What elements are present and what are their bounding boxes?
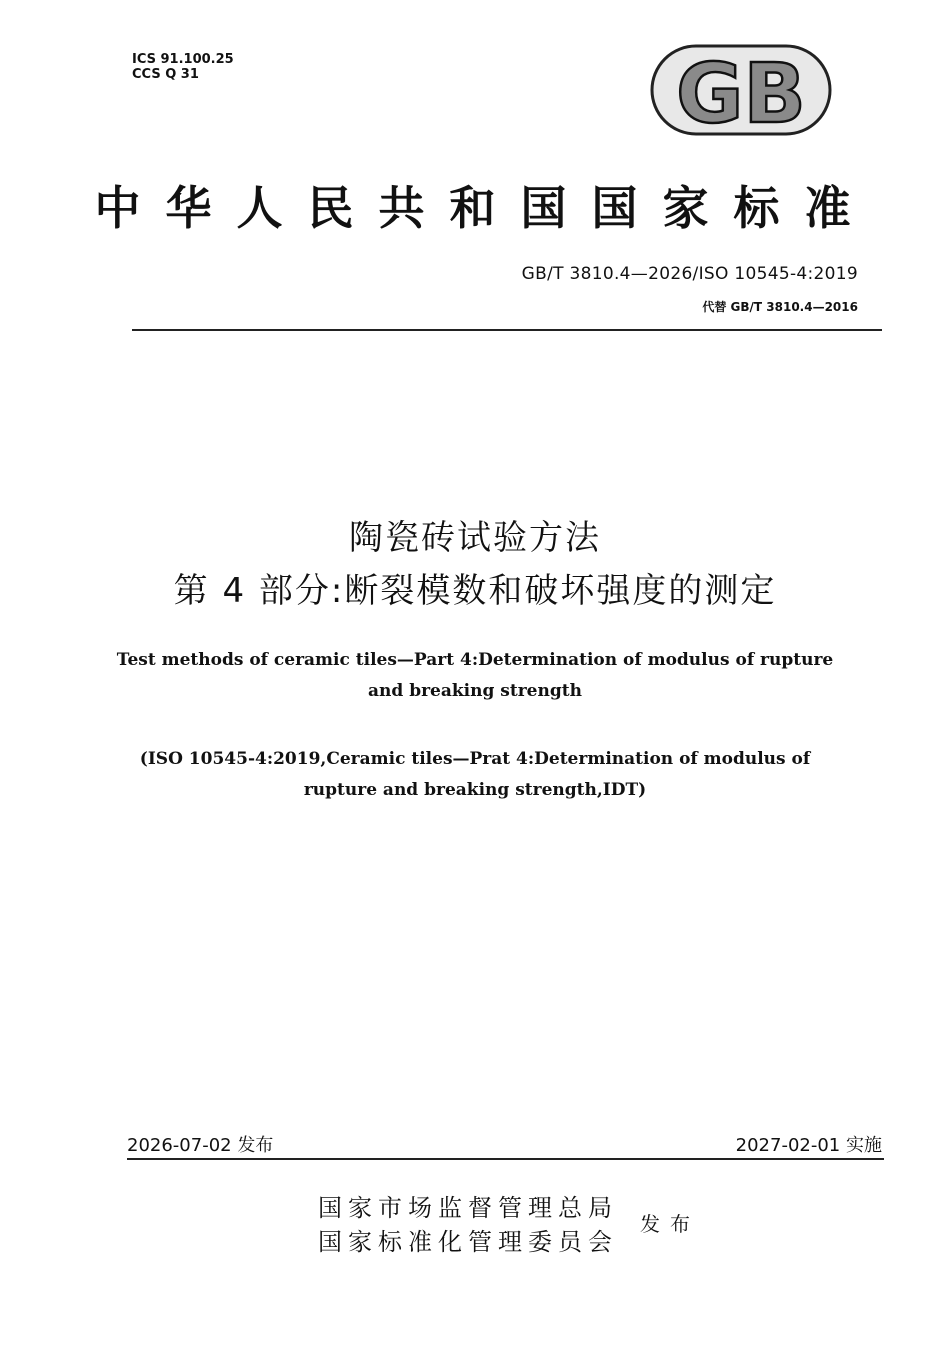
- iso-reference-line1: (ISO 10545-4:2019,Ceramic tiles—Prat 4:Determination of modulus of: [139, 749, 811, 769]
- english-title-line2: and breaking strength: [368, 681, 582, 701]
- chinese-title-line2: 第 4 部分:断裂模数和破坏强度的测定: [173, 571, 777, 611]
- replaces-note: 代替 GB/T 3810.4—2016: [702, 300, 858, 314]
- english-title-line1: Test methods of ceramic tiles—Part 4:Determination of modulus of rupture: [116, 650, 834, 670]
- footer-divider: [127, 1158, 884, 1160]
- standard-number: GB/T 3810.4—2026/ISO 10545-4:2019: [521, 264, 858, 284]
- chinese-title-line1: 陶瓷砖试验方法: [349, 518, 601, 558]
- issuer-sac: 国家标准化管理委员会: [318, 1228, 618, 1256]
- issuer-samr: 国家市场监督管理总局: [318, 1194, 618, 1222]
- ics-code: ICS 91.100.25: [132, 52, 234, 67]
- issue-date: 2026-07-02 发布: [127, 1135, 274, 1156]
- classification-codes: [132, 52, 234, 82]
- header-divider: [132, 329, 882, 331]
- iso-reference-line2: rupture and breaking strength,IDT): [303, 780, 647, 800]
- publish-label: 发布: [640, 1212, 700, 1236]
- gb-logo-icon: [650, 44, 832, 136]
- svg-text:GB: GB: [676, 47, 806, 136]
- national-standard-title: 中华人民共和国国家标准: [94, 181, 876, 235]
- implementation-date: 2027-02-01 实施: [735, 1135, 882, 1156]
- ccs-code: CCS Q 31: [132, 67, 199, 82]
